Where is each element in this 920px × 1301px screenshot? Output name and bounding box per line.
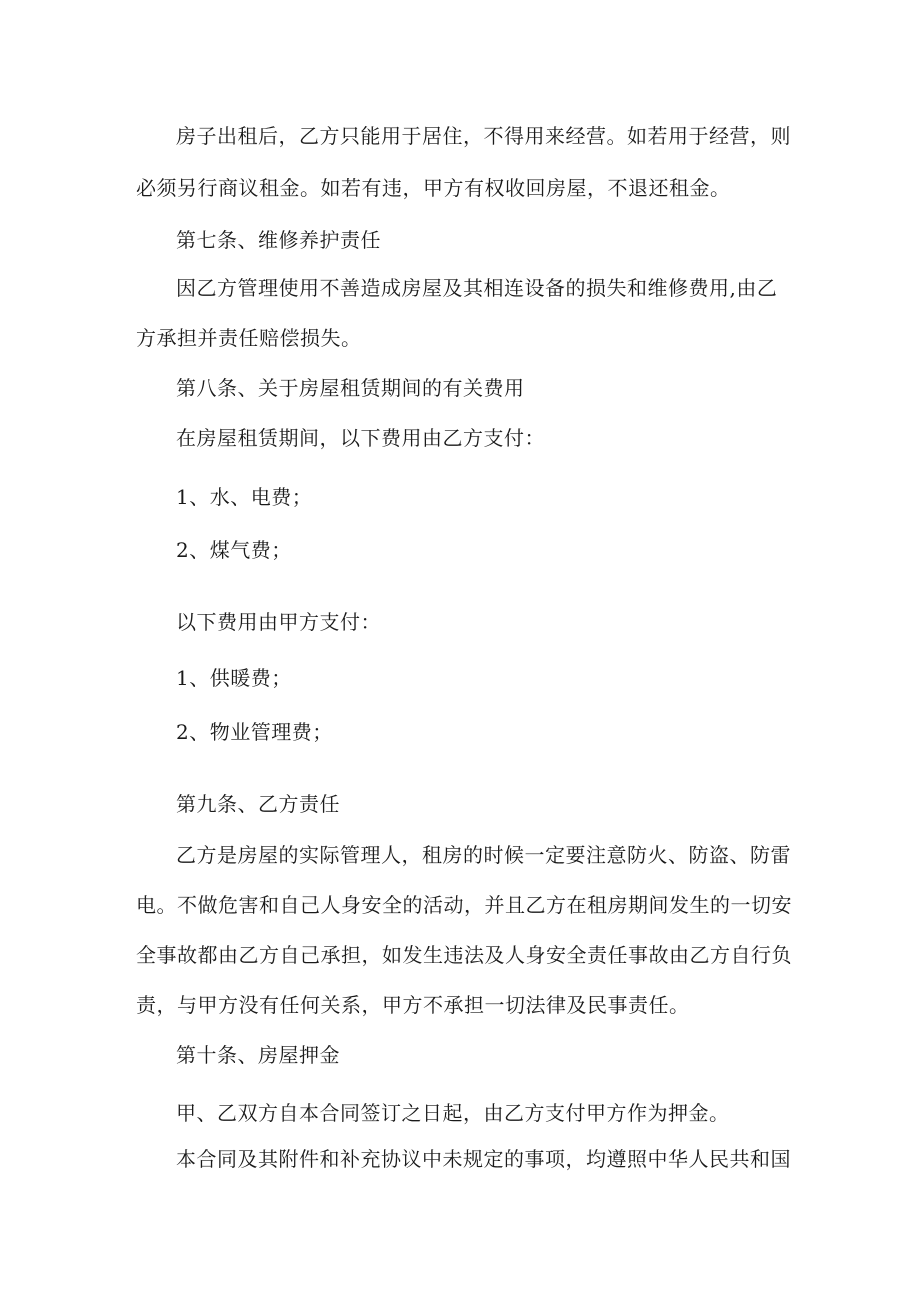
- paragraph-line: 电。不做危害和自己人身安全的活动，并且乙方在租房期间发生的一切安: [136, 893, 792, 917]
- paragraph-line: 在房屋租赁期间，以下费用由乙方支付：: [176, 426, 545, 450]
- list-item: 1、水、电费；: [176, 485, 313, 509]
- section-heading-9: 第九条、乙方责任: [176, 792, 340, 816]
- paragraph-line: 责，与甲方没有任何关系，甲方不承担一切法律及民事责任。: [136, 993, 690, 1017]
- paragraph-line: 必须另行商议租金。如若有违，甲方有权收回房屋，不退还租金。: [136, 176, 731, 200]
- paragraph-line: 本合同及其附件和补充协议中未规定的事项，均遵照中华人民共和国: [176, 1147, 791, 1171]
- paragraph-line: 房子出租后，乙方只能用于居住，不得用来经营。如若用于经营，则: [176, 124, 791, 148]
- section-heading-7: 第七条、维修养护责任: [176, 228, 381, 252]
- section-heading-10: 第十条、房屋押金: [176, 1043, 340, 1067]
- list-item: 2、煤气费；: [176, 538, 292, 562]
- list-item: 2、物业管理费；: [176, 720, 333, 744]
- list-item: 1、供暖费；: [176, 666, 292, 690]
- section-heading-8: 第八条、关于房屋租赁期间的有关费用: [176, 376, 525, 400]
- paragraph-line: 全事故都由乙方自己承担，如发生违法及人身安全责任事故由乙方自行负: [136, 943, 792, 967]
- paragraph-line: 方承担并责任赔偿损失。: [136, 326, 362, 350]
- paragraph-line: 以下费用由甲方支付：: [176, 610, 381, 634]
- paragraph-line: 甲、乙双方自本合同签订之日起，由乙方支付甲方作为押金。: [176, 1101, 730, 1125]
- paragraph-line: 乙方是房屋的实际管理人，租房的时候一定要注意防火、防盗、防雷: [176, 843, 791, 867]
- paragraph-line: 因乙方管理使用不善造成房屋及其相连设备的损失和维修费用,由乙: [176, 276, 778, 300]
